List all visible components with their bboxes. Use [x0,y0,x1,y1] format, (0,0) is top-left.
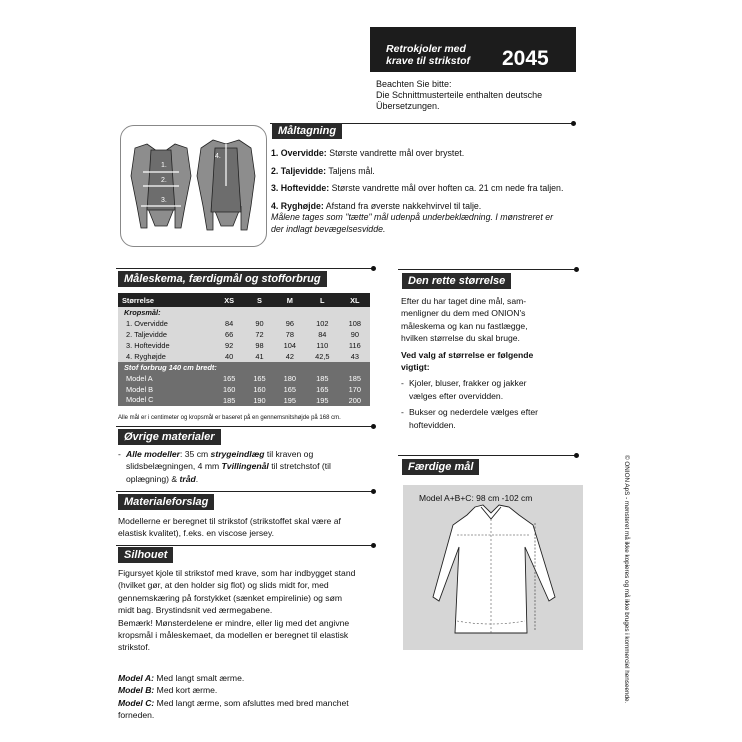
finished-measure-caption: Model A+B+C: 98 cm -102 cm [419,493,533,503]
measurement-note: Målene tages som "tætte" mål udenpå underbeklædning. I mønstreret er der indlagt bevægelsesvidde. [271,212,554,234]
rette-text: Efter du har taget dine mål, sam- menligner du dem med ONION's måleskema og kan nu fastlægge, hvilken størrelse du skal bruge. Ved valg af størrelse er følgende vigtigt: - Kjoler, bluser, frakker og jakker vælges efter overvidden. - Bukser og nederdele vælges efter hoftevidden. [401,295,581,431]
measurement-item-2: 2. Taljevidde: Taljens mål. [271,165,375,176]
faerdige-rule-dot [574,453,579,458]
maaltagning-rule-dot [571,121,576,126]
rette-heading: Den rette størrelse [402,273,511,289]
table-row: Model C 185 190 195 195 200 [118,395,370,406]
table-row: 4. Ryghøjde 40 41 42 42,5 43 [126,352,359,361]
ovrige-text: - Alle modeller: 35 cm strygeindlæg til kraven og slidsbelægningen, 4 mm Tvillingenål til stretchstof (til oplægning) & tråd. [118,448,373,485]
model-b-line: Model B: Med kort ærme. [118,685,218,696]
back-label-4: 4. [215,153,221,160]
size-chart-table [118,293,370,406]
fabric-heading-row: Stof forbrug 140 cm bredt: [118,362,370,373]
dress-outline [433,505,555,633]
silhouet-rule [116,545,372,546]
materialeforslag-heading: Materialeforslag [118,494,214,510]
size-header-row: Størrelse XS S M L XL [118,293,370,307]
title-line-1: Retrokjoler med [386,43,466,55]
maaltagning-heading: Måltagning [272,123,342,139]
measurement-item-1: 1. Overvidde: Største vandrette mål over brystet. [271,148,465,158]
list-item: - Kjoler, bluser, frakker og jakker vælges efter overvidden. [401,377,581,402]
materialeforslag-rule-dot [371,489,376,494]
rette-rule [398,269,576,270]
dress-illustration [403,485,583,650]
front-label-2: 2. [161,177,167,184]
finished-measure-box [403,485,583,650]
measurement-list [271,148,591,235]
table-row: 2. Taljevidde 66 72 78 84 90 [126,330,359,339]
materialeforslag-rule [116,491,372,492]
body-figure-illustration [121,126,266,246]
faerdige-rule [398,455,576,456]
ovrige-heading: Øvrige materialer [118,429,221,445]
table-row: Model A 165 165 180 185 185 [118,373,370,384]
size-chart-rule-dot [371,266,376,271]
table-row: Model B 160 160 165 165 170 [118,384,370,395]
german-note: Beachten Sie bitte: Die Schnittmusterteile enthalten deutsche Übersetzungen. [376,79,543,111]
table-row: 3. Hoftevidde 92 98 104 110 116 [126,341,361,350]
measurement-item-4: 4. Ryghøjde: Afstand fra øverste nakkehvirvel til talje. [271,200,482,211]
materialeforslag-text: Modellerne er beregnet til strikstof (strikstoffet skal være af elastisk kvalitet), f.eks. en viscose jersey. [118,516,341,539]
size-chart-heading: Måleskema, færdigmål og stofforbrug [118,271,327,287]
size-chart-rule [116,268,372,269]
title-box [370,27,576,72]
measurement-item-3: 3. Hoftevidde: Største vandrette mål over hoften ca. 21 cm nede fra taljen. [271,183,564,193]
model-c-line: Model C: Med langt ærme, som afsluttes med bred manchet [118,697,349,708]
rette-rule-dot [574,267,579,272]
ovrige-rule-dot [371,424,376,429]
silhouet-rule-dot [371,543,376,548]
body-measure-heading-row: Kropsmål: [124,308,161,317]
copyright-side-text: © ONION ApS - mønsteret må ikke kopieres og må ikke bruges i kommerciel henseende. [623,455,630,704]
front-label-3: 3. [161,197,167,204]
pattern-number: 2045 [502,47,549,70]
measuring-figure [120,125,267,247]
title-line-2: krave til strikstof [386,55,471,67]
front-label-1: 1. [161,162,167,169]
silhouet-heading: Silhouet [118,547,173,563]
faerdige-heading: Færdige mål [402,459,479,475]
list-item: - Bukser og nederdele vælges efter hoftevidden. [401,406,581,431]
size-chart-footnote: Alle mål er i centimeter og kropsmål er baseret på en gennemsnitshøjde på 168 cm. [118,415,341,421]
silhouet-text: Figursyet kjole til strikstof med krave, som har indbygget stand (hvilket gør, at den holder sig flot) og slids midt for, med gennemskæring på forstykket (sænket empirelinie) og søm midt bag. Brystindsnit ved ærmegabene. Bemærk! Mønsterdelene er mindre, eller lig med det angivne kropsmål i måleskemaet, da modellen er beregnet til elastisk strikstof. Model A: Med langt smalt ærme. Model B: Med kort ærme. Model C: Med langt ærme, som afsluttes med bred manchet forneden. [118,567,388,721]
ovrige-rule [116,426,372,427]
model-a-line: Model A: Med langt smalt ærme. [118,672,245,683]
size-chart-table-wrap [118,293,370,406]
table-row: 1. Overvidde 84 90 96 102 108 [126,319,361,328]
